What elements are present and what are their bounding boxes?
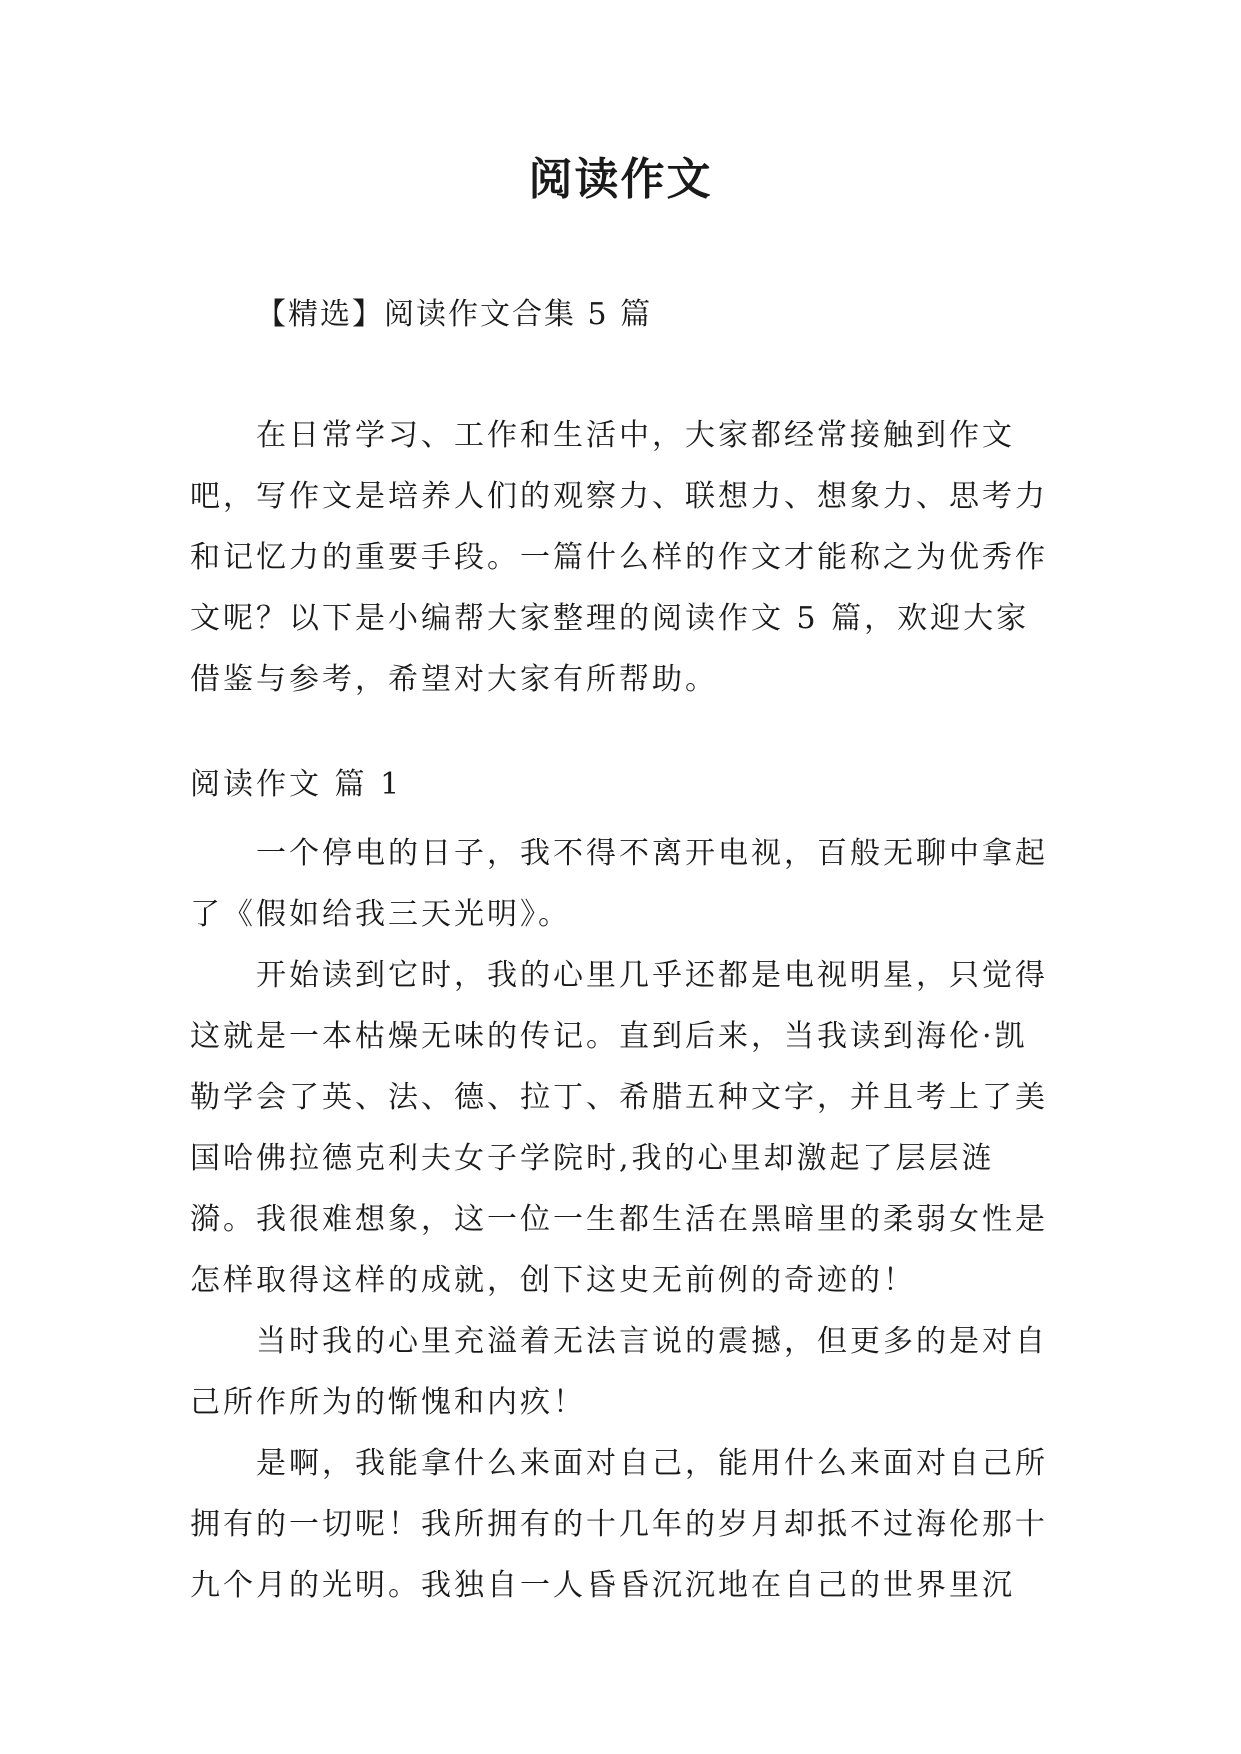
paragraph-4: 是啊，我能拿什么来面对自己，能用什么来面对自己所拥有的一切呢！我所拥有的十几年的岁月却抵不过海伦那十九个月的光明。我独自一人昏昏沉沉地在自己的世界里沉 bbox=[190, 1446, 1048, 1603]
intro-block bbox=[190, 405, 1054, 710]
section-heading: 阅读作文 篇 1 bbox=[190, 767, 403, 802]
section-1 bbox=[190, 755, 1054, 1616]
paragraph-2: 开始读到它时，我的心里几乎还都是电视明星，只觉得这就是一本枯燥无味的传记。直到后来，当我读到海伦·凯勒学会了英、法、德、拉丁、希腊五种文字，并且考上了美国哈佛拉德克利夫女子学院时,我的心里却激起了层层涟漪。我很难想象，这一位一生都生活在黑暗里的柔弱女性是怎样取得这样的成就，创下这史无前例的奇迹的！ bbox=[190, 958, 1048, 1298]
document-subtitle: 【精选】阅读作文合集 5 篇 bbox=[256, 297, 653, 332]
document-title: 阅读作文 bbox=[528, 154, 713, 205]
paragraph-1: 一个停电的日子，我不得不离开电视，百般无聊中拿起了《假如给我三天光明》。 bbox=[190, 836, 1048, 932]
intro-paragraph: 在日常学习、工作和生活中，大家都经常接触到作文吧，写作文是培养人们的观察力、联想力、想象力、思考力和记忆力的重要手段。一篇什么样的作文才能称之为优秀作文呢？以下是小编帮大家整理的阅读作文 5 篇，欢迎大家借鉴与参考，希望对大家有所帮助。 bbox=[190, 418, 1048, 697]
paragraph-3: 当时我的心里充溢着无法言说的震撼，但更多的是对自己所作所为的惭愧和内疚！ bbox=[190, 1324, 1048, 1420]
